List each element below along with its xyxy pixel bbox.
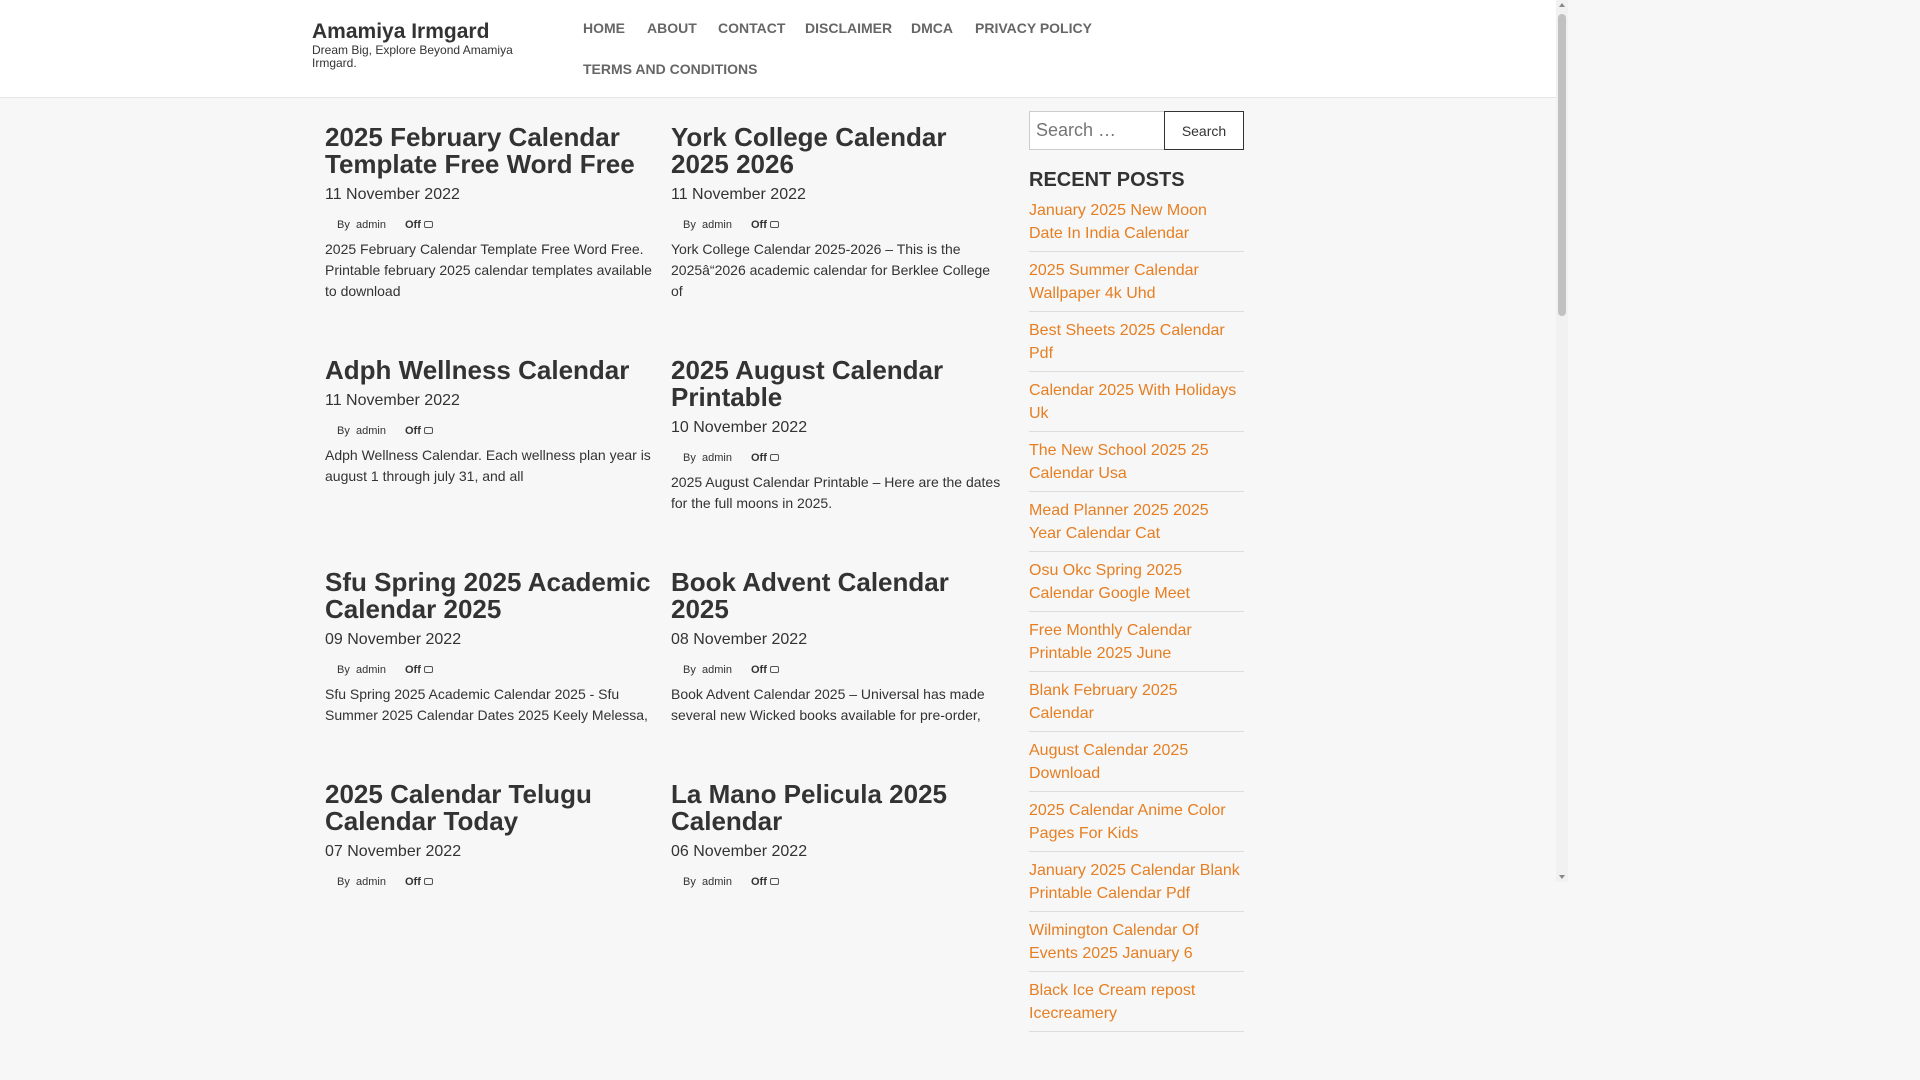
recent-post-link[interactable]: January 2025 Calendar Blank Printable Calendar Pdf — [1029, 859, 1244, 912]
search-input[interactable] — [1029, 111, 1165, 150]
post-author[interactable]: admin — [356, 425, 386, 437]
recent-post-link[interactable]: The New School 2025 25 Calendar Usa — [1029, 439, 1244, 492]
post-card — [671, 357, 1001, 514]
by-label: By — [683, 452, 696, 464]
post-title[interactable]: York College Calendar 2025 2026 — [671, 122, 947, 179]
site-header — [0, 0, 1556, 98]
post-date[interactable]: 10 November 2022 — [671, 419, 808, 436]
scroll-down-arrow-icon[interactable] — [1559, 875, 1565, 879]
post-card — [671, 781, 1001, 890]
post-excerpt: 2025 February Calendar Template Free Word Free. Printable february 2025 calendar templates available to download — [325, 241, 652, 299]
comments-status: Off — [751, 219, 767, 231]
post-title[interactable]: 2025 Calendar Telugu Calendar Today — [325, 779, 592, 836]
post-title[interactable]: Adph Wellness Calendar — [325, 355, 630, 385]
post-card — [325, 357, 655, 487]
post-title[interactable]: 2025 February Calendar Template Free Word Free — [325, 122, 635, 179]
post-date[interactable]: 11 November 2022 — [671, 186, 806, 203]
post-title[interactable]: 2025 August Calendar Printable — [671, 355, 944, 412]
by-label: By — [337, 876, 350, 888]
comment-icon — [770, 221, 779, 228]
recent-posts-list — [1029, 199, 1244, 1039]
by-label: By — [337, 664, 350, 676]
recent-post-link[interactable]: Wilmington Calendar Of Events 2025 January 6 — [1029, 919, 1244, 972]
nav-dmca[interactable]: DMCA — [911, 20, 953, 36]
comments-status: Off — [405, 425, 421, 437]
post-meta — [671, 452, 1001, 466]
by-label: By — [683, 219, 696, 231]
post-author[interactable]: admin — [702, 876, 732, 888]
post-meta — [325, 219, 655, 233]
post-author[interactable]: admin — [356, 876, 386, 888]
nav-terms-and-conditions[interactable]: TERMS AND CONDITIONS — [583, 61, 758, 77]
post-meta — [325, 425, 655, 439]
nav-home[interactable]: HOME — [583, 20, 625, 36]
nav-contact[interactable]: CONTACT — [718, 20, 786, 36]
comments-status: Off — [751, 664, 767, 676]
nav-privacy-policy[interactable]: PRIVACY POLICY — [975, 20, 1092, 36]
post-date[interactable]: 06 November 2022 — [671, 843, 808, 860]
post-author[interactable]: admin — [702, 452, 732, 464]
comment-icon — [424, 427, 433, 434]
comment-icon — [770, 878, 779, 885]
by-label: By — [683, 664, 696, 676]
post-author[interactable]: admin — [702, 664, 732, 676]
recent-post-link[interactable]: Blank February 2025 Calendar — [1029, 679, 1244, 732]
post-meta — [671, 876, 1001, 890]
site-title[interactable]: Amamiya Irmgard — [312, 20, 490, 43]
comments-status: Off — [751, 452, 767, 464]
comments-status: Off — [405, 876, 421, 888]
main-content — [0, 99, 1556, 888]
post-author[interactable]: admin — [702, 219, 732, 231]
comment-icon — [770, 666, 779, 673]
recent-post-link[interactable]: Free Monthly Calendar Printable 2025 June — [1029, 619, 1244, 672]
post-title[interactable]: Book Advent Calendar 2025 — [671, 567, 949, 624]
comments-status: Off — [405, 219, 421, 231]
comment-icon — [424, 878, 433, 885]
post-date[interactable]: 11 November 2022 — [325, 392, 460, 409]
post-card — [671, 569, 1001, 726]
post-date[interactable]: 09 November 2022 — [325, 631, 462, 648]
post-card — [325, 124, 655, 302]
post-excerpt: Sfu Spring 2025 Academic Calendar 2025 - Sfu Summer 2025 Calendar Dates 2025 Keely Melessa, — [325, 686, 648, 723]
comments-status: Off — [405, 664, 421, 676]
post-meta — [671, 219, 1001, 233]
post-excerpt: Adph Wellness Calendar. Each wellness plan year is august 1 through july 31, and all — [325, 447, 651, 484]
post-meta — [671, 664, 1001, 678]
recent-post-link[interactable]: Osu Okc Spring 2025 Calendar Google Meet — [1029, 559, 1244, 612]
scroll-thumb[interactable] — [1558, 14, 1566, 316]
post-date[interactable]: 11 November 2022 — [325, 186, 460, 203]
post-author[interactable]: admin — [356, 664, 386, 676]
post-card — [671, 124, 1001, 302]
post-title[interactable]: Sfu Spring 2025 Academic Calendar 2025 — [325, 567, 651, 624]
search-button[interactable]: Search — [1164, 111, 1244, 150]
comments-status: Off — [751, 876, 767, 888]
scroll-up-arrow-icon[interactable] — [1559, 3, 1565, 7]
post-meta — [325, 876, 655, 890]
by-label: By — [683, 876, 696, 888]
recent-posts-title: RECENT POSTS — [1029, 169, 1185, 191]
post-date[interactable]: 08 November 2022 — [671, 631, 808, 648]
by-label: By — [337, 219, 350, 231]
recent-post-link[interactable]: August Calendar 2025 Download — [1029, 739, 1244, 792]
recent-post-link[interactable]: 2025 Summer Calendar Wallpaper 4k Uhd — [1029, 259, 1244, 312]
recent-post-link[interactable]: Mead Planner 2025 2025 Year Calendar Cat — [1029, 499, 1244, 552]
post-author[interactable]: admin — [356, 219, 386, 231]
recent-post-link[interactable]: 2025 Calendar Anime Color Pages For Kids — [1029, 799, 1244, 852]
post-meta — [325, 664, 655, 678]
site-description: Dream Big, Explore Beyond Amamiya Irmgard. — [312, 43, 513, 70]
nav-disclaimer[interactable]: DISCLAIMER — [805, 20, 893, 36]
recent-post-link[interactable]: Black Ice Cream repost Icecreamery — [1029, 979, 1244, 1032]
post-title[interactable]: La Mano Pelicula 2025 Calendar — [671, 779, 948, 836]
by-label: By — [337, 425, 350, 437]
post-excerpt: 2025 August Calendar Printable – Here are the dates for the full moons in 2025. — [671, 474, 1001, 511]
recent-post-link[interactable]: January 2025 New Moon Date In India Calendar — [1029, 199, 1244, 252]
post-excerpt: York College Calendar 2025-2026 – This is the 2025â“2026 academic calendar for Berklee College of — [671, 241, 991, 299]
comment-icon — [424, 221, 433, 228]
comment-icon — [770, 454, 779, 461]
nav-about[interactable]: ABOUT — [647, 20, 697, 36]
post-date[interactable]: 07 November 2022 — [325, 843, 462, 860]
post-card — [325, 781, 655, 890]
post-excerpt: Book Advent Calendar 2025 – Universal has made several new Wicked books available for pre-order, — [671, 686, 985, 723]
recent-post-link[interactable]: Calendar 2025 With Holidays Uk — [1029, 379, 1244, 432]
recent-post-link[interactable]: Best Sheets 2025 Calendar Pdf — [1029, 319, 1244, 372]
comment-icon — [424, 666, 433, 673]
post-card — [325, 569, 655, 726]
page-scrollbar[interactable] — [1556, 0, 1568, 882]
